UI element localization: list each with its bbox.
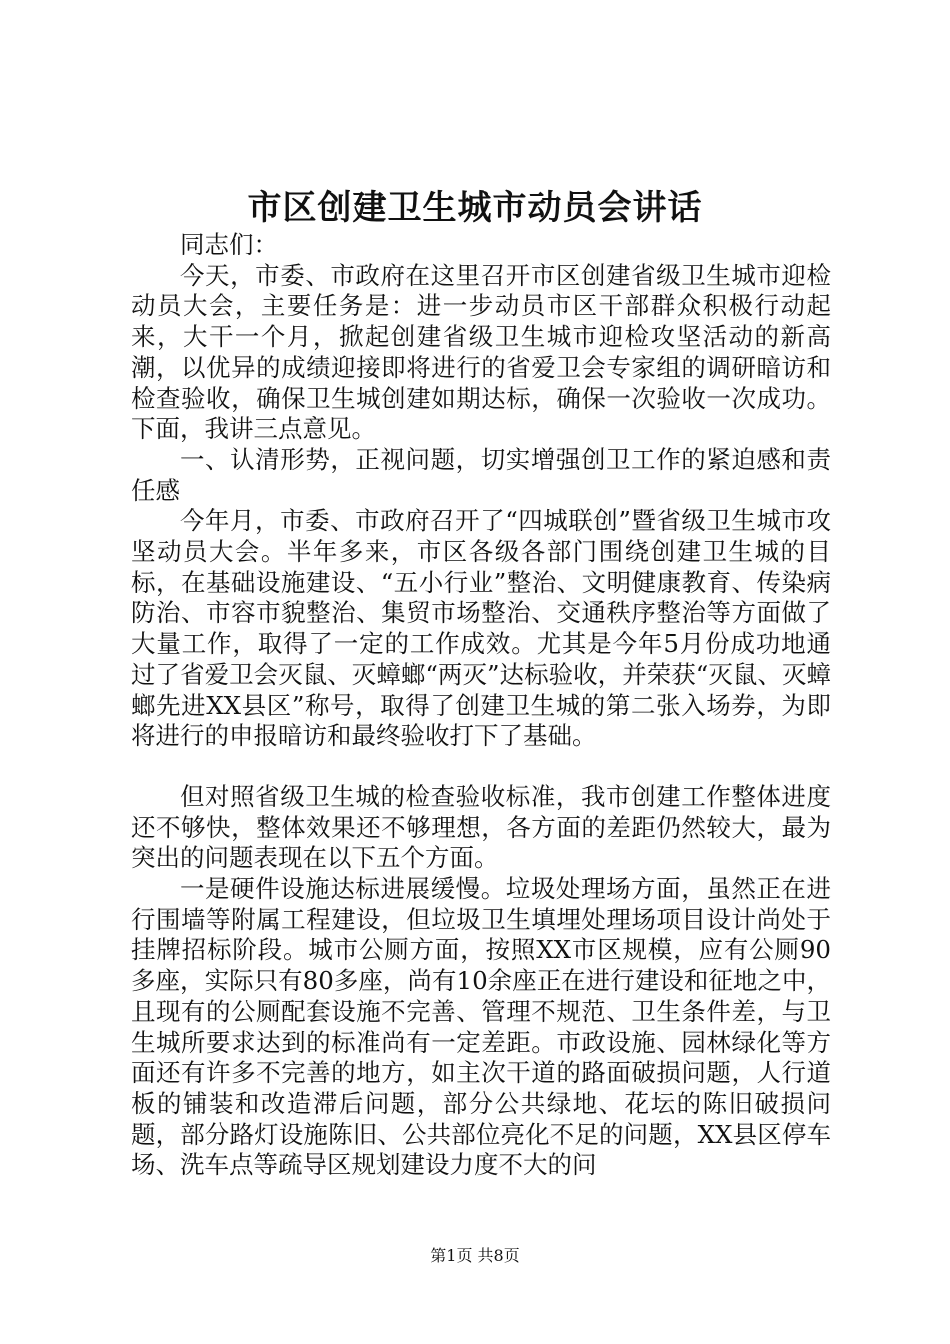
body-paragraph: 但对照省级卫生城的检查验收标准，我市创建工作整体进度还不够快，整体效果还不够理想，各方面的差距仍然较大，最为突出的问题表现在以下五个方面。 <box>131 781 831 873</box>
salutation-paragraph: 同志们： <box>180 230 278 259</box>
body-paragraph: 一是硬件设施达标进展缓慢。垃圾处理场方面，虽然正在进行围墙等附属工程建设，但垃圾卫生填埋处理场项目设计尚处于挂牌招标阶段。城市公厕方面，按照XX市区规模，应有公厕90多座，实际只有80多座，尚有10余座正在进行建设和征地之中，且现有的公厕配套设施不完善、管理不规范、卫生条件差，与卫生城所要求达到的标准尚有一定差距。市政设施、园林绿化等方面还有许多不完善的地方，如主次干道的路面破损问题，人行道板的铺装和改造滞后问题，部分公共绿地、花坛的陈旧破损问题，部分路灯设施陈旧、公共部位亮化不足的问题，XX县区停车场、洗车点等疏导区规划建设力度不大的问 <box>131 874 831 1180</box>
body-paragraph: 今天，市委、市政府在这里召开市区创建省级卫生城市迎检动员大会，主要任务是：进一步动员市区干部群众积极行动起来，大干一个月，掀起创建省级卫生城市迎检攻坚活动的新高潮，以优异的成绩迎接即将进行的省爱卫会专家组的调研暗访和检查验收，确保卫生城创建如期达标，确保一次验收一次成功。下面，我讲三点意见。 <box>131 260 831 444</box>
document-title: 市区创建卫生城市动员会讲话 <box>247 188 703 228</box>
body-paragraph: 今年月，市委、市政府召开了“四城联创”暨省级卫生城市攻坚动员大会。半年多来，市区各级各部门围绕创建卫生城的目标，在基础设施建设、“五小行业”整治、文明健康教育、传染病防治、市容市貌整治、集贸市场整治、交通秩序整治等方面做了大量工作，取得了一定的工作成效。尤其是今年5月份成功地通过了省爱卫会灭鼠、灭蟑螂“两灭”达标验收，并荣获“灭鼠、灭蟑螂先进XX县区”称号，取得了创建卫生城的第二张入场券，为即将进行的申报暗访和最终验收打下了基础。 <box>131 506 831 751</box>
page-footer: 第1页 共8页 <box>430 1246 520 1265</box>
document-body <box>131 230 831 1181</box>
section-heading: 一、认清形势，正视问题，切实增强创卫工作的紧迫感和责任感 <box>131 444 831 505</box>
